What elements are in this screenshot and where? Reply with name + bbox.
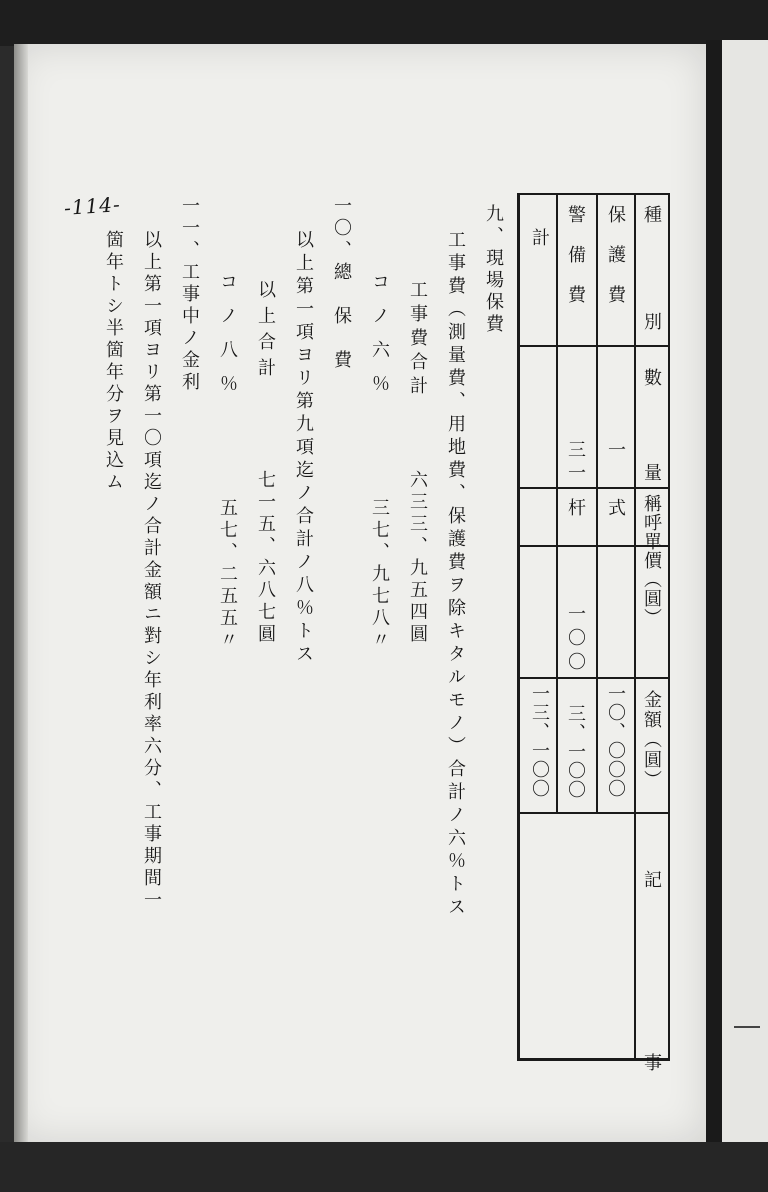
row-protection-kind: 保護費 <box>605 205 626 325</box>
section-9-text: 工事費（測量費、用地費、保護費ヲ除キタルモノ）合計ノ六％トス <box>445 230 466 920</box>
row-protection-unit: 式 <box>605 498 626 521</box>
table-top-border <box>520 193 670 195</box>
section-10-total-label: 以上合計 <box>255 280 276 384</box>
row-guard-amount: 三、一〇〇 <box>565 704 586 799</box>
book-spine <box>706 40 722 1150</box>
header-quantity: 數 量 <box>641 368 662 509</box>
page-number: -114- <box>63 192 122 220</box>
table-left-border <box>517 193 520 1061</box>
row-guard-unit-price: 一〇〇 <box>565 604 586 676</box>
section-10-total-value: 七一五、六八七圓 <box>255 470 276 646</box>
table-column-rule-1 <box>634 193 636 1061</box>
section-11-text-1: 以上第一項ヨリ第一〇項迄ノ合計金額ニ對シ年利率六分、工事期間一 <box>141 230 162 912</box>
scan-top-edge <box>0 0 768 46</box>
table-rule-5 <box>520 812 670 814</box>
header-amount: 金額（圓） <box>641 690 662 790</box>
scan-bottom-edge <box>0 1142 768 1192</box>
row-total-kind: 計 <box>529 228 550 251</box>
page-gutter-shadow <box>14 44 28 1142</box>
row-protection-quantity: 一 <box>605 440 626 463</box>
section-11-heading: 一一、工事中ノ金利 <box>179 196 200 394</box>
table-column-rule-3 <box>556 193 558 813</box>
section-10-heading: 一〇、總 保 費 <box>331 196 352 372</box>
section-9-total-value: 六三三、九五四圓 <box>407 470 428 646</box>
header-remarks: 記 事 <box>641 870 662 1143</box>
section-9-percent-label: コノ六％ <box>369 272 390 408</box>
section-9-heading: 九、現場保費 <box>483 204 504 336</box>
section-10-percent-value: 五七、二五五〃 <box>217 498 238 652</box>
section-10-text: 以上第一項ヨリ第九項迄ノ合計ノ八％トス <box>293 230 314 667</box>
row-total-amount: 一三、一〇〇 <box>529 684 550 798</box>
table-right-border <box>668 193 670 1061</box>
header-unit-price: 稱呼單價（圓） <box>641 494 662 627</box>
table-rule-4 <box>520 677 670 679</box>
row-guard-quantity: 三一 <box>565 440 586 486</box>
section-11-text-2: 箇年トシ半箇年分ヲ見込ム <box>103 230 124 494</box>
section-9-total-label: 工事費合計 <box>407 280 428 400</box>
section-9-percent-value: 三七、九七八〃 <box>369 498 390 652</box>
section-10-percent-label: コノ八％ <box>217 272 238 408</box>
row-guard-kind: 警備費 <box>565 205 586 325</box>
table-column-rule-2 <box>596 193 598 813</box>
row-guard-unit: 杆 <box>565 498 586 521</box>
row-protection-amount: 一〇、〇〇〇 <box>605 684 626 798</box>
header-kind: 種 別 <box>641 205 662 364</box>
adjacent-page-edge <box>722 40 768 1160</box>
adjacent-page-mark <box>734 1026 760 1028</box>
